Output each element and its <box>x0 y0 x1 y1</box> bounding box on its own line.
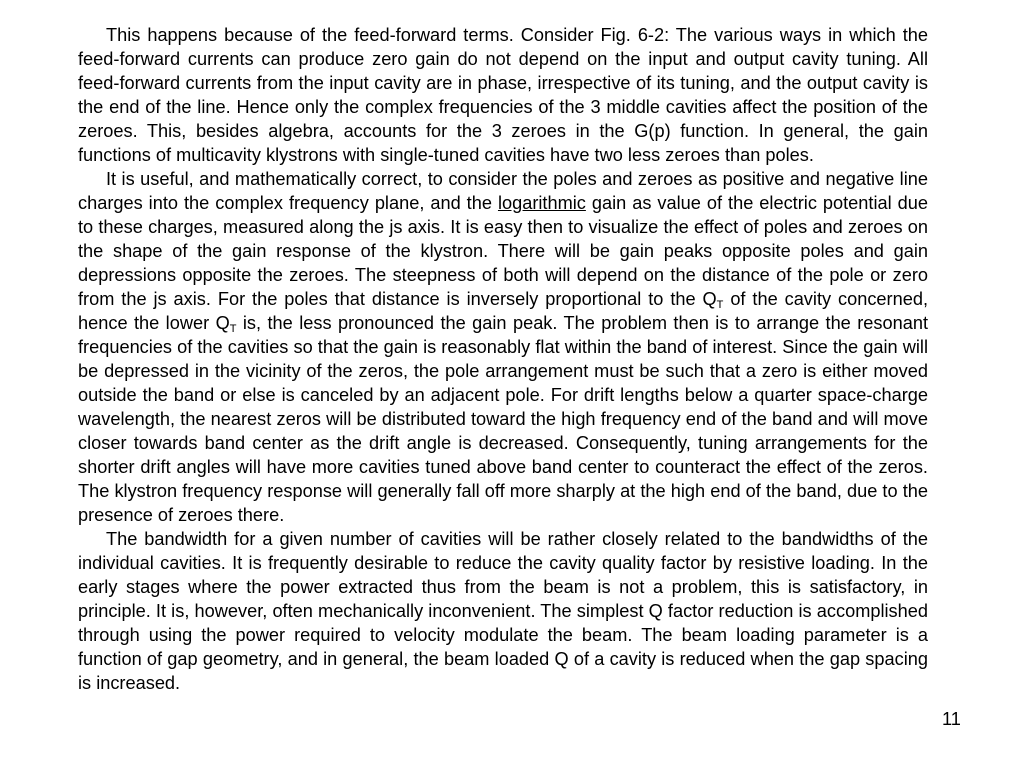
page-number: 11 <box>942 709 961 729</box>
paragraph-feed-forward: This happens because of the feed-forward terms. Consider Fig. 6-2: The various ways in which the feed-forward currents can produce zero gain do not depend on the input and output cavity tuning. All feed-forward currents from the input cavity are in phase, irrespective of its tuning, and the output cavity is the end of the line. Hence only the complex frequencies of the 3 middle cavities affect the position of the zeroes. This, besides algebra, accounts for the 3 zeroes in the G(p) function. In general, the gain functions of multicavity klystrons with single-tuned cavities have two less zeroes than poles. <box>78 25 928 165</box>
text-segment: It is useful, and mathematically correct, to consider the poles and zeroes as positive and negative line charges into the complex frequency plane, and the <box>78 169 928 213</box>
paragraph-bandwidth: The bandwidth for a given number of cavities will be rather closely related to the bandwidths of the individual cavities. It is frequently desirable to reduce the cavity quality factor by resistive loading. In the early stages where the power extracted thus from the beam is not a problem, this is satisfactory, in principle. It is, however, often mechanically inconvenient. The simplest Q factor reduction is accomplished through using the power required to velocity modulate the beam. The beam loading parameter is a function of gap geometry, and in general, the beam loaded Q of a cavity is reduced when the gap spacing is increased. <box>78 529 928 693</box>
document-body <box>78 23 928 695</box>
text-segment: is, the less pronounced the gain peak. The problem then is to arrange the resonant frequencies of the cavities so that the gain is reasonably flat within the band of interest. Since the gain will be depressed in the vicinity of the zeros, the pole arrangement must be such that a zero is either moved outside the band or else is canceled by an adjacent pole. For drift lengths below a quarter space-charge wavelength, the nearest zeros will be distributed toward the high frequency end of the band and will move closer towards band center as the drift angle is decreased. Consequently, tuning arrangements for the shorter drift angles will have more cavities tuned above band center to counteract the effect of the zeros. The klystron frequency response will generally fall off more sharply at the high end of the band, due to the presence of zeroes there. <box>78 313 928 525</box>
subscript-t: T <box>229 323 237 335</box>
paragraph-poles-zeroes <box>78 167 928 527</box>
text-segment: gain as value of the electric potential due to these charges, measured along the js axis. It is easy then to visualize the effect of poles and zeroes on the shape of the gain response of the klystron. There will be gain peaks opposite poles and gain depressions opposite the zeroes. The steepness of both will depend on the distance of the pole or zero from the js axis. For the poles that distance is inversely proportional to the Q <box>78 193 928 309</box>
text-segment: of the cavity concerned, hence the lower Q <box>78 289 928 333</box>
underlined-word: logarithmic <box>497 193 586 213</box>
subscript-t: T <box>716 299 724 311</box>
